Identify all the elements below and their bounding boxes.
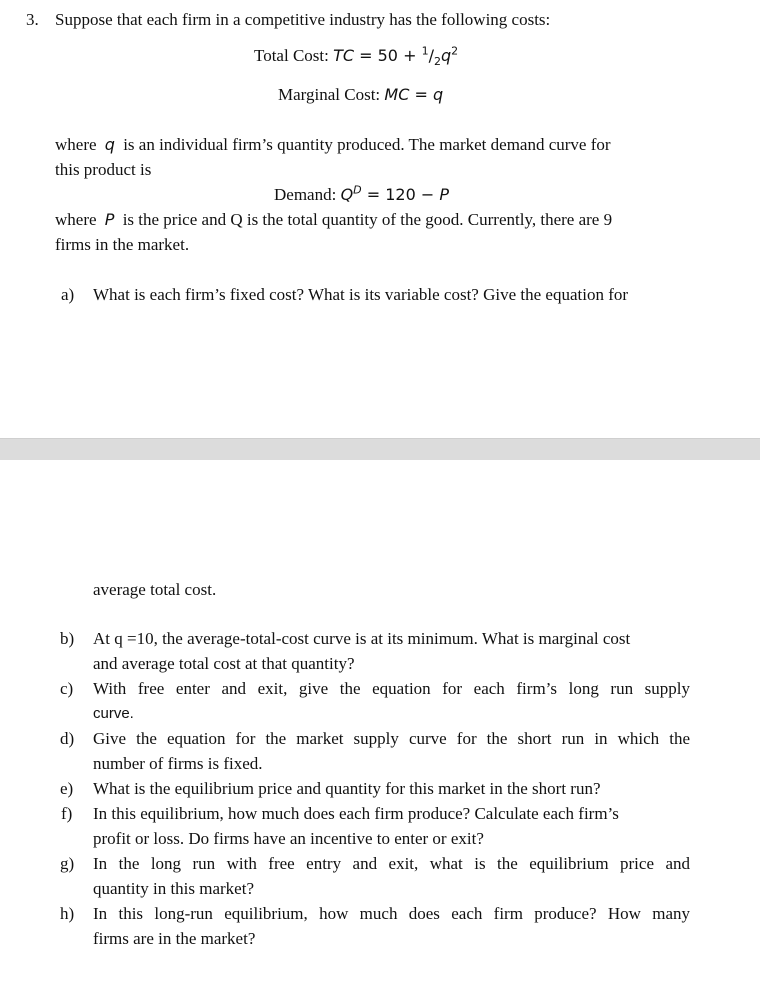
total-cost-label: Total Cost:	[254, 46, 329, 65]
part-e-line1: What is the equilibrium price and quantity for this market in the short run?	[93, 779, 601, 798]
product-line: this product is	[55, 160, 152, 179]
part-c-line1: With free enter and exit, give the equation for each firm’s long run supply	[93, 679, 690, 698]
where-q-line	[55, 135, 691, 155]
part-b-line1: At q =10, the average-total-cost curve is at its minimum. What is marginal cost	[93, 629, 631, 648]
q-symbol: q	[104, 135, 115, 154]
part-f-line1: In this equilibrium, how much does each firm produce? Calculate each firm’s	[93, 804, 619, 823]
part-g-line2: quantity in this market?	[93, 879, 254, 898]
part-g-line1: In the long run with free entry and exit, what is the equilibrium price and	[93, 854, 690, 873]
part-g-label: g)	[60, 854, 75, 873]
marginal-cost-equation	[278, 85, 443, 105]
part-a-line1: What is each firm’s fixed cost? What is its variable cost? Give the equation for	[93, 285, 629, 304]
part-c-label: c)	[60, 679, 74, 698]
part-h-label: h)	[60, 904, 75, 923]
where-p-line	[55, 210, 612, 230]
part-d-label: d)	[60, 729, 75, 748]
p-symbol: P	[104, 210, 115, 229]
where-p-text: is the price and Q is the total quantity of the good. Currently, there are 9	[122, 210, 613, 229]
part-f-line2: profit or loss. Do firms have an incentive to enter or exit?	[93, 829, 484, 848]
question-number: 3.	[26, 10, 39, 29]
part-a-label: a)	[61, 285, 75, 304]
part-d-line1: Give the equation for the market supply curve for the short run in which the	[93, 729, 690, 748]
total-cost-formula: TC = $50 + ^1/_2q^2$	[333, 44, 459, 69]
demand-label: Demand:	[274, 185, 337, 204]
page-break-divider	[0, 438, 760, 460]
where-q-text: is an individual firm’s quantity produced. The market demand curve for	[123, 135, 611, 154]
demand-formula: $Q^D = 120 - P$	[340, 183, 450, 204]
question-intro: Suppose that each firm in a competitive industry has the following costs:	[55, 10, 551, 29]
part-d-line2: number of firms is fixed.	[93, 754, 263, 773]
part-e-label: e)	[60, 779, 74, 798]
firms-line: firms in the market.	[55, 235, 190, 254]
total-cost-equation	[254, 44, 459, 69]
marginal-cost-label: Marginal Cost:	[278, 85, 381, 104]
part-h-line1: In this long-run equilibrium, how much does each firm produce? How many	[93, 904, 690, 923]
part-a-line2: average total cost.	[93, 580, 217, 599]
part-b-label: b)	[60, 629, 75, 648]
part-f-label: f)	[61, 804, 73, 823]
where-word-2: where	[55, 210, 97, 229]
part-b-line2: and average total cost at that quantity?	[93, 654, 355, 673]
part-c-line2: curve.	[93, 705, 134, 722]
part-h-line2: firms are in the market?	[93, 929, 256, 948]
where-word: where	[55, 135, 97, 154]
marginal-cost-formula: MC = q	[384, 85, 444, 104]
demand-equation	[274, 185, 449, 205]
